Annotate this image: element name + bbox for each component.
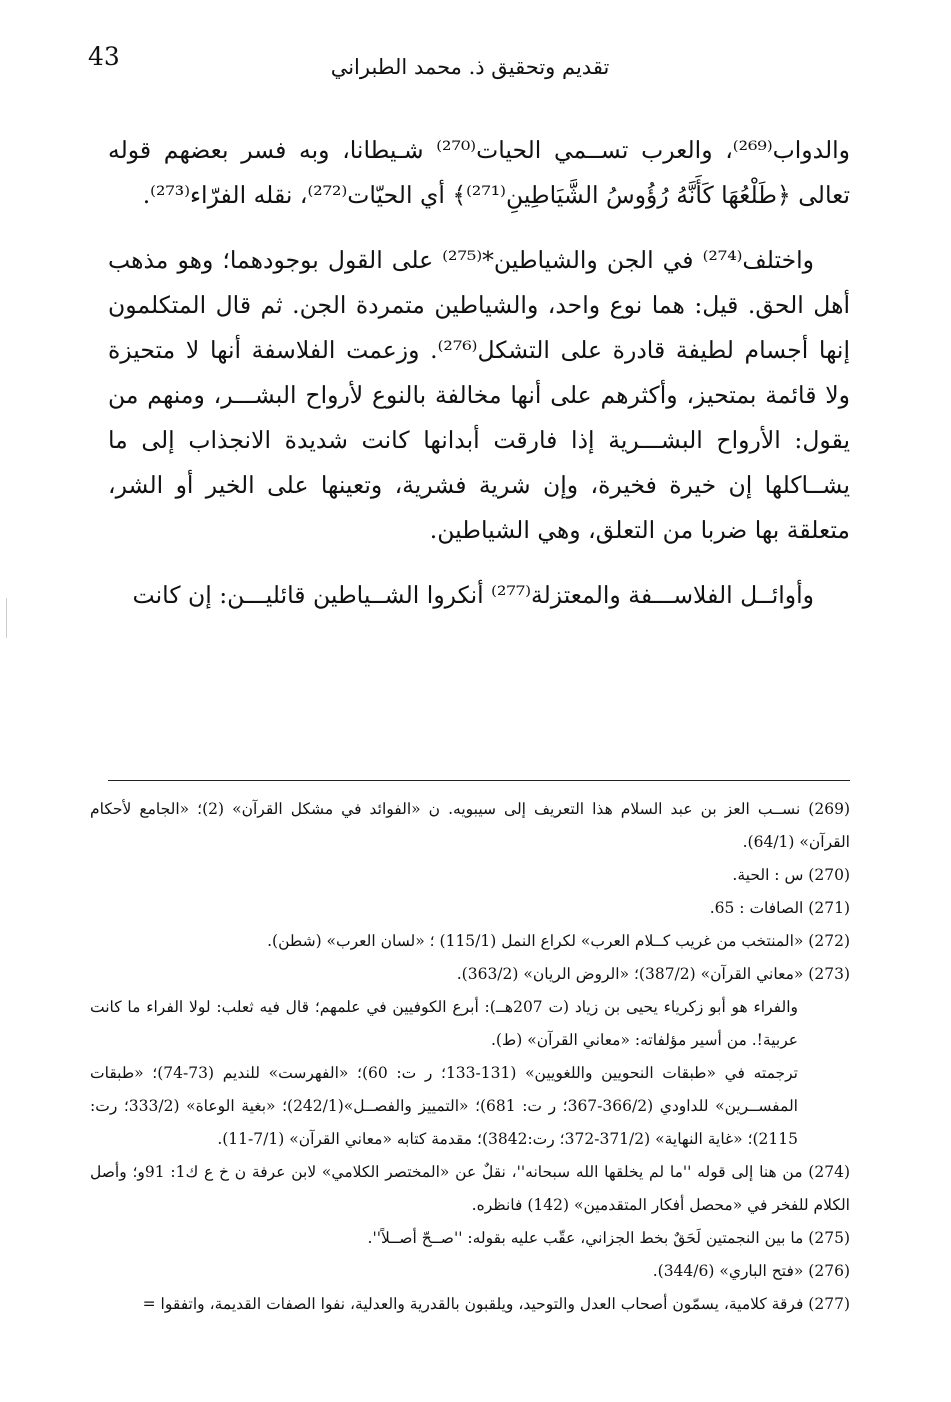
footnotes xyxy=(90,793,850,1321)
footnote-274: (274) من هنا إلى قوله ''ما لم يخلقها الله سبحانه''، نقلٌ عن «المختصر الكلامي» لابن عرفة ن خ ع ك1: 91و؛ وأصل الكلام للفخر في «محصل أفكار المتقدمين» (142) فانظره. xyxy=(90,1163,850,1214)
footnote-273-continuation-1: والفراء هو أبو زكرياء يحيى بن زياد (ت 207هــ): أبرع الكوفيين في علمهم؛ قال فيه ثعلب: لولا الفراء ما كانت عربية!. من أسير مؤلفاته: «معاني القرآن» (ط). xyxy=(90,998,799,1049)
footnote-separator xyxy=(108,780,850,781)
scan-margin-mark xyxy=(6,598,7,638)
running-title: تقديم وتحقيق ذ. محمد الطبراني xyxy=(330,55,610,79)
footnote-275: (275) ما بين النجمتين لَحَقٌ بخط الجزاني، عقّب عليه بقوله: ''صــحّ أصــلاً''. xyxy=(367,1229,850,1247)
footnote-269: (269) نســب العز بن عبد السلام هذا التعريف إلى سيبويه. ن «الفوائد في مشكل القرآن» (2)؛ «الجامع لأحكام القرآن» (64/1). xyxy=(90,800,851,851)
body-paragraph-3: وأوائــل الفلاســـفة والمعتزلة⁽²⁷⁷⁾ أنكروا الشــياطين قائليـــن: إن كانت xyxy=(132,581,814,609)
footnote-271: (271) الصافات : 65. xyxy=(709,899,850,917)
footnote-276: (276) «فتح الباري» (344/6). xyxy=(652,1262,850,1280)
footnote-277: (277) فرقة كلامية، يسمّون أصحاب العدل والتوحيد، ويلقبون بالقدرية والعدلية، نفوا الصفات القديمة، واتفقوا = xyxy=(142,1295,850,1313)
main-text xyxy=(108,128,850,618)
footnote-273: (273) «معاني القرآن» (387/2)؛ «الروض الريان» (363/2). xyxy=(456,965,850,983)
body-paragraph-1: والدواب⁽²⁶⁹⁾، والعرب تســمي الحيات⁽²⁷⁰⁾ شـيطانا، وبه فسر بعضهم قوله تعالى ﴿طَلْعُهَا كَأَنَّهُ رُؤُوسُ الشَّيَاطِينِ⁽²⁷¹⁾﴾ أي الحيّات⁽²⁷²⁾، نقله الفرّاء⁽²⁷³⁾. xyxy=(108,136,850,209)
footnote-273-continuation-2: ترجمته في «طبقات النحويين واللغويين» (131-133؛ ر ت: 60)؛ «الفهرست» للنديم (73-74)؛ «طبقات المفســرين» للداودي (366/2-367؛ ر ت: 681)؛ «التمييز والفصــل»(242/1)؛ «بغية الوعاة» (333/2؛ رت: 2115)؛ «غاية النهاية» (371/2-372؛ رت:3842)؛ مقدمة كتابه «معاني القرآن» (7/1-11). xyxy=(90,1064,798,1148)
footnote-270: (270) س : الحية. xyxy=(732,866,850,884)
page-number: 43 xyxy=(88,42,120,71)
footnote-272: (272) «المنتخب من غريب كــلام العرب» لكراع النمل (115/1) ؛ «لسان العرب» (شطن). xyxy=(267,932,850,950)
body-paragraph-2: واختلف⁽²⁷⁴⁾ في الجن والشياطين*⁽²⁷⁵⁾ على القول بوجودهما؛ وهو مذهب أهل الحق. قيل: هما نوع واحد، والشياطين متمردة الجن. ثم قال المتكلمون إنها أجسام لطيفة قادرة على التشكل⁽²⁷⁶⁾. وزعمت الفلاسفة أنها لا متحيزة ولا قائمة بمتحيز، وأكثرهم على أنها مخالفة بالنوع لأرواح البشـــر، ومنهم من يقول: الأرواح البشـــرية إذا فارقت أبدانها كانت شديدة الانجذاب إلى ما يشــاكلها إن خيرة فخيرة، وإن شرية فشرية، وتعينها على الخير أو الشر، متعلقة بها ضربا من التعلق، وهي الشياطين. xyxy=(108,246,850,544)
